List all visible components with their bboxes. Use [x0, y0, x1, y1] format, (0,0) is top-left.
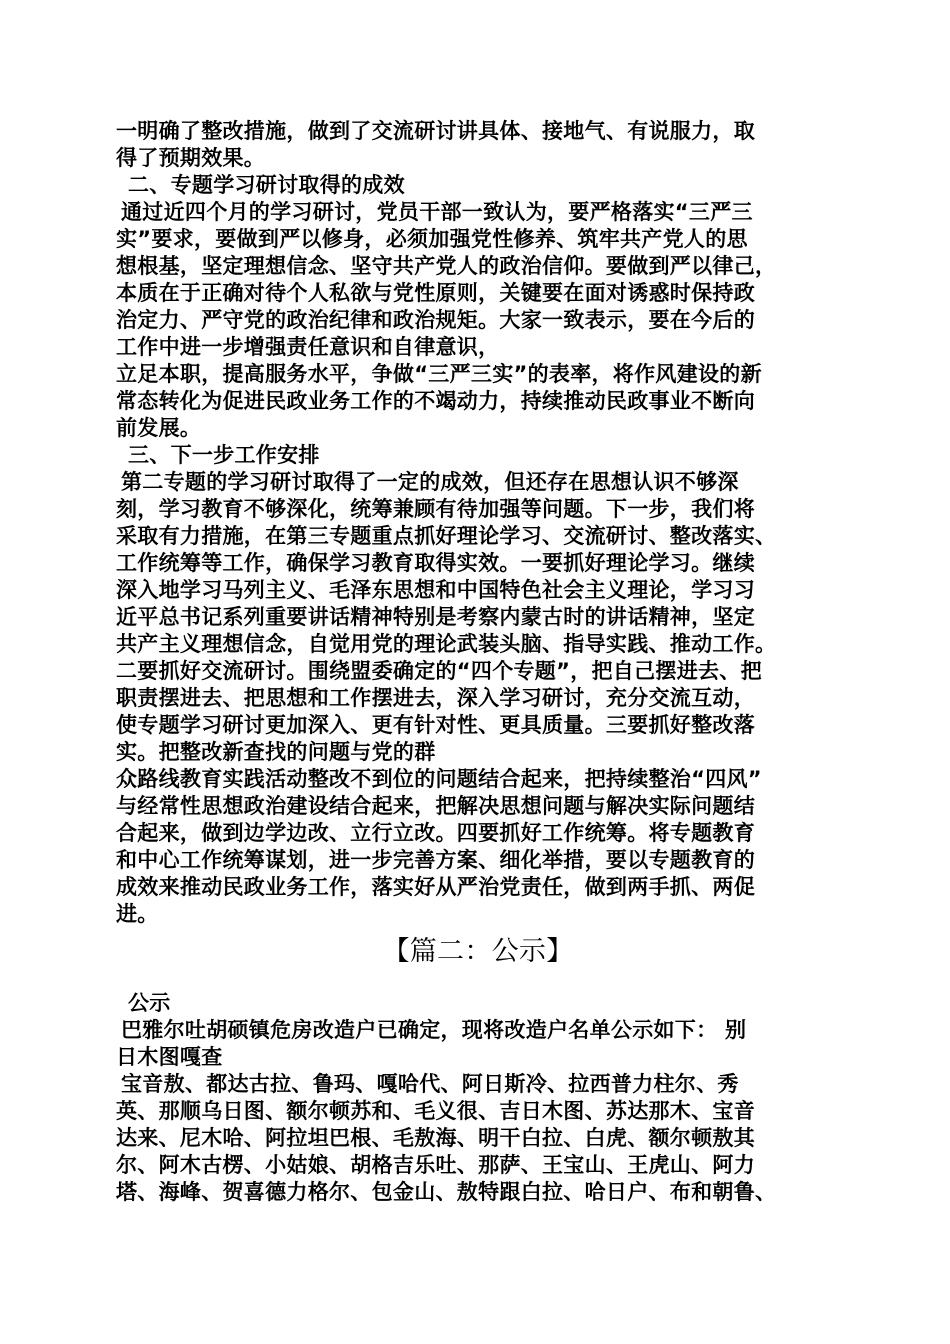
paragraph-line: 合起来，做到边学边改、立行立改。四要抓好工作统筹。将专题教育: [116, 821, 755, 845]
section-heading: 二、专题学习研讨取得的成效: [128, 173, 405, 197]
paragraph-line: 刻，学习教育不够深化，统筹兼顾有待加强等问题。下一步，我们将: [116, 497, 755, 521]
paragraph-line: 通过近四个月的学习研讨，党员干部一致认为，要严格落实“三严三: [121, 200, 753, 224]
paragraph-line: 实。把整改新查找的问题与党的群: [116, 740, 436, 764]
paragraph-line: 立足本职，提高服务水平，争做“三严三实”的表率，将作风建设的新: [116, 362, 762, 386]
paragraph-line: 工作中进一步增强责任意识和自律意识，: [116, 335, 500, 359]
section-results: [116, 172, 852, 442]
paragraph-line: 日木图嘎查: [116, 1045, 223, 1069]
paragraph-line: 使专题学习研讨更加深入、更有针对性、更具质量。三要抓好整改落: [116, 713, 755, 737]
names-line: 英、那顺乌日图、额尔顿苏和、毛义很、吉日木图、苏达那木、宝音: [116, 1099, 755, 1123]
section-heading: 三、下一步工作安排: [128, 443, 320, 467]
paragraph-line: 实”要求，要做到严以修身，必须加强党性修养、筑牢共产党人的思: [116, 227, 748, 251]
section-notice: [116, 990, 852, 1206]
paragraph-line: 一明确了整改措施，做到了交流研讨讲具体、接地气、有说服力，取: [116, 119, 755, 143]
paragraph-line: 成效来推动民政业务工作，落实好从严治党责任，做到两手抓、两促: [116, 875, 755, 899]
names-line: 塔、海峰、贺喜德力格尔、包金山、敖特跟白拉、哈日户、布和朝鲁、: [116, 1180, 777, 1204]
paragraph-line: 第二专题的学习研讨取得了一定的成效，但还存在思想认识不够深: [121, 470, 739, 494]
paragraph-line: 深入地学习马列主义、毛泽东思想和中国特色社会主义理论，学习习: [116, 578, 755, 602]
paragraph-line: 巴雅尔吐胡硕镇危房改造户已确定，现将改造户名单公示如下： 别: [121, 1018, 747, 1042]
section-continuation: [116, 118, 852, 172]
names-line: 达来、尼木哈、阿拉坦巴根、毛敖海、明干白拉、白虎、额尔顿敖其: [116, 1126, 755, 1150]
paragraph-line: 想根基，坚定理想信念、坚守共产党人的政治信仰。要做到严以律己，: [116, 254, 777, 278]
names-line: 宝音敖、都达古拉、鲁玛、嘎哈代、阿日斯冷、拉西普力柱尔、秀: [121, 1072, 739, 1096]
paragraph-line: 与经常性思想政治建设结合起来，把解决思想问题与解决实际问题结: [116, 794, 755, 818]
paragraph-line: 众路线教育实践活动整改不到位的问题结合起来，把持续整治“四风”: [116, 767, 762, 791]
names-line: 尔、阿木古楞、小姑娘、胡格吉乐吐、那萨、王宝山、王虎山、阿力: [116, 1153, 755, 1177]
paragraph-line: 常态转化为促进民政业务工作的不竭动力，持续推动民政事业不断向: [116, 389, 755, 413]
paragraph-line: 近平总书记系列重要讲话精神特别是考察内蒙古时的讲话精神，坚定: [116, 605, 755, 629]
paragraph-line: 和中心工作统筹谋划，进一步完善方案、细化举措，要以专题教育的: [116, 848, 755, 872]
paragraph-line: 共产主义理想信念，自觉用党的理论武装头脑、指导实践、推动工作。: [116, 632, 777, 656]
paragraph-line: 职责摆进去、把思想和工作摆进去，深入学习研讨，充分交流互动，: [116, 686, 755, 710]
paragraph-line: 进。: [116, 902, 159, 926]
paragraph-line: 工作统筹等工作，确保学习教育取得实效。一要抓好理论学习。继续: [116, 551, 755, 575]
paragraph-line: 采取有力措施，在第三专题重点抓好理论学习、交流研讨、整改落实、: [116, 524, 777, 548]
paragraph-line: 得了预期效果。: [116, 146, 266, 170]
paragraph-line: 本质在于正确对待个人私欲与党性原则，关键要在面对诱惑时保持政: [116, 281, 755, 305]
section-next-steps: [116, 442, 852, 928]
paragraph-line: 前发展。: [116, 416, 202, 440]
chapter-title: 【篇二：公示】: [382, 936, 574, 967]
paragraph-line: 治定力、严守党的政治纪律和政治规矩。大家一致表示，要在今后的: [116, 308, 755, 332]
document-page: [116, 118, 852, 1206]
notice-heading: 公示: [128, 991, 171, 1015]
paragraph-line: 二要抓好交流研讨。围绕盟委确定的“四个专题”，把自己摆进去、把: [116, 659, 762, 683]
